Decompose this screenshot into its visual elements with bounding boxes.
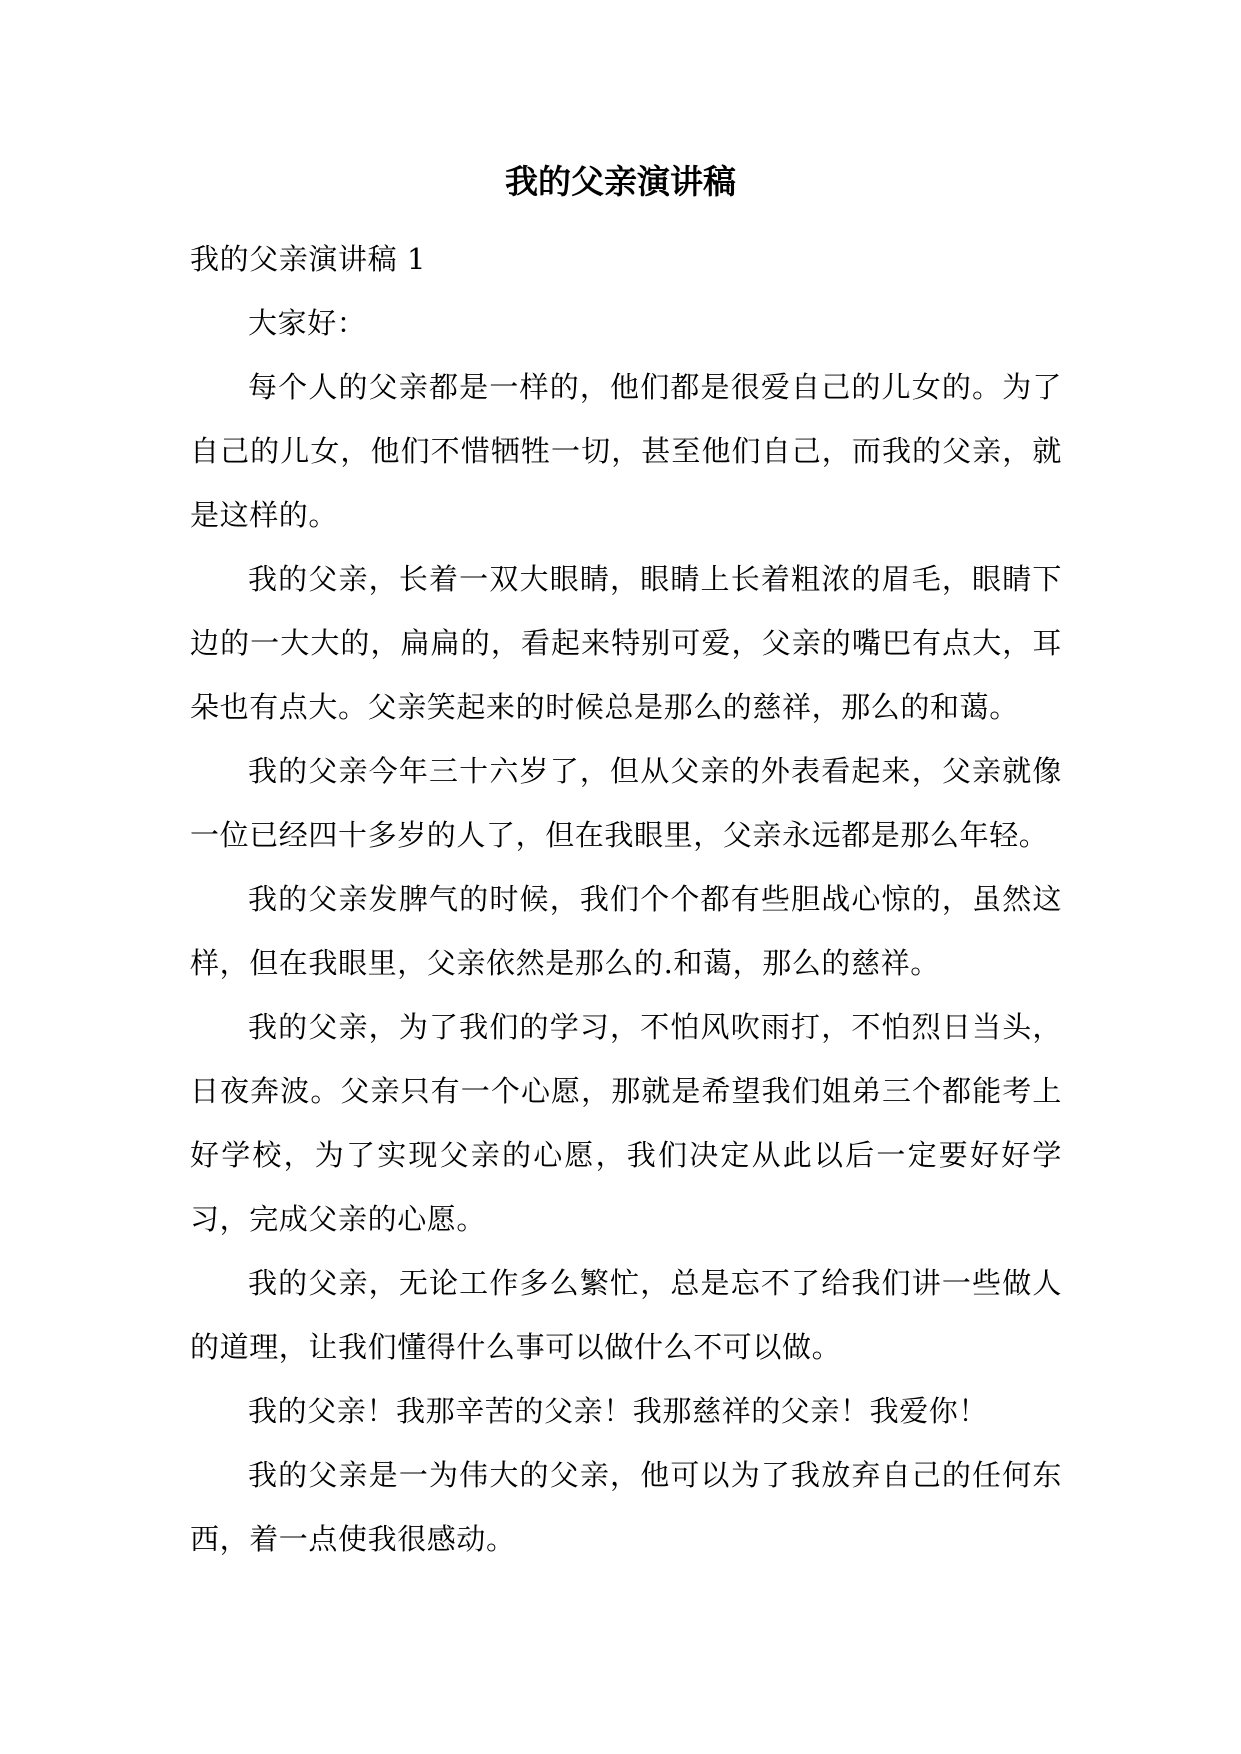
paragraph: 我的父亲，为了我们的学习，不怕风吹雨打，不怕烈日当头，日夜奔波。父亲只有一个心愿，那就是希望我们姐弟三个都能考上好学校，为了实现父亲的心愿，我们决定从此以后一定要好好学习，完成父亲的心愿。 xyxy=(190,1010,1062,1236)
paragraph: 我的父亲是一为伟大的父亲，他可以为了我放弃自己的任何东西，着一点使我很感动。 xyxy=(190,1458,1062,1556)
paragraph-greeting: 大家好： xyxy=(248,306,367,340)
document-subheading: 我的父亲演讲稿 1 xyxy=(190,242,427,276)
document-title: 我的父亲演讲稿 xyxy=(505,162,736,201)
paragraph: 我的父亲发脾气的时候，我们个个都有些胆战心惊的，虽然这样，但在我眼里，父亲依然是那么的.和蔼，那么的慈祥。 xyxy=(190,882,1062,980)
paragraph: 我的父亲，无论工作多么繁忙，总是忘不了给我们讲一些做人的道理，让我们懂得什么事可以做什么不可以做。 xyxy=(190,1266,1062,1364)
paragraph: 我的父亲今年三十六岁了，但从父亲的外表看起来，父亲就像一位已经四十多岁的人了，但在我眼里，父亲永远都是那么年轻。 xyxy=(190,754,1062,852)
document-body xyxy=(190,227,1062,1571)
paragraph: 我的父亲！我那辛苦的父亲！我那慈祥的父亲！我爱你！ xyxy=(248,1394,989,1428)
paragraph: 我的父亲，长着一双大眼睛，眼睛上长着粗浓的眉毛，眼睛下边的一大大的，扁扁的，看起来特别可爱，父亲的嘴巴有点大，耳朵也有点大。父亲笑起来的时候总是那么的慈祥，那么的和蔼。 xyxy=(190,562,1062,724)
paragraph: 每个人的父亲都是一样的，他们都是很爱自己的儿女的。为了自己的儿女，他们不惜牺牲一切，甚至他们自己，而我的父亲，就是这样的。 xyxy=(190,370,1062,532)
